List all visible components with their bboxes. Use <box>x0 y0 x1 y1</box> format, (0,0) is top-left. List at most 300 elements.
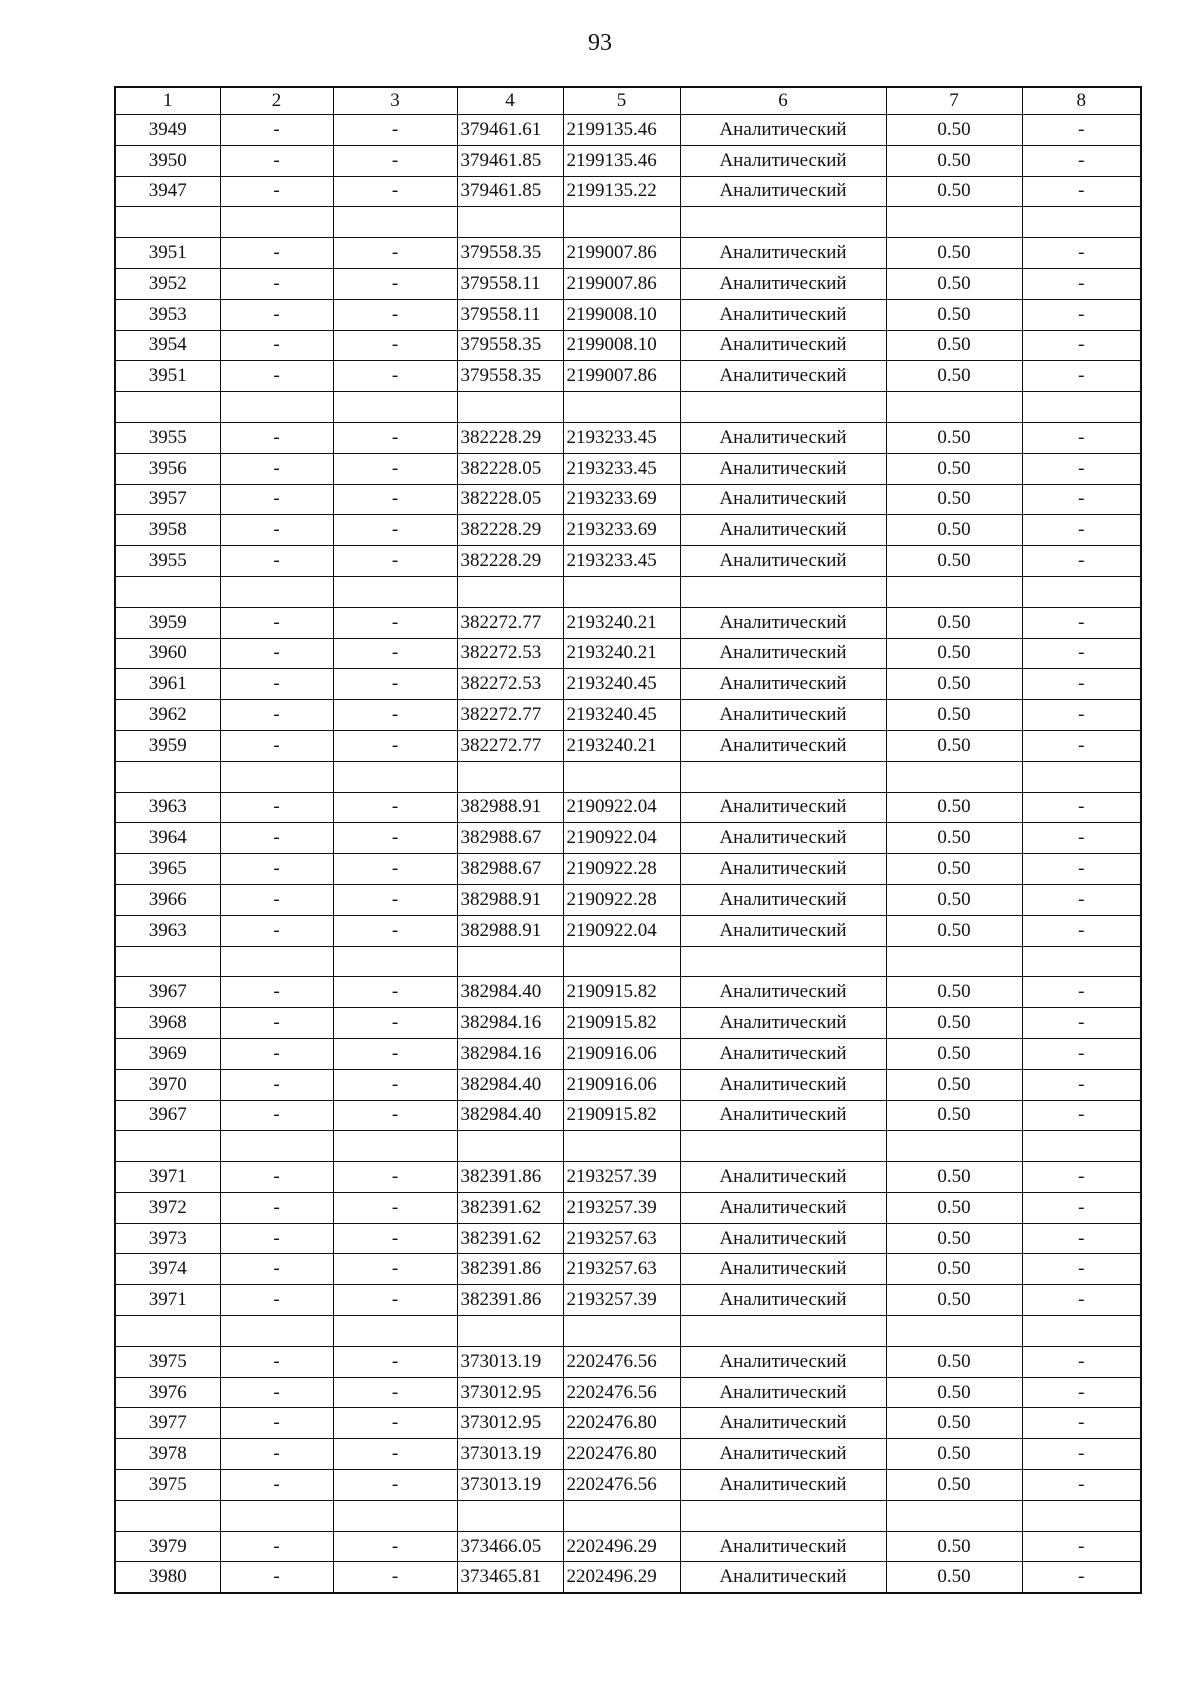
table-row <box>115 361 1141 392</box>
point-number-cell: 3962 <box>115 700 220 731</box>
table-row <box>115 823 1141 854</box>
col-8-cell: - <box>1022 1377 1141 1408</box>
method-cell <box>680 946 886 977</box>
point-number-cell: 3951 <box>115 361 220 392</box>
col-8-cell: - <box>1022 453 1141 484</box>
point-number-cell: 3955 <box>115 546 220 577</box>
col-2-cell: - <box>220 1008 333 1039</box>
y-coordinate-cell <box>563 1316 680 1347</box>
y-coordinate-cell: 2202476.56 <box>563 1470 680 1501</box>
method-cell: Аналитический <box>680 1408 886 1439</box>
y-coordinate-cell: 2190922.04 <box>563 823 680 854</box>
table-row <box>115 1408 1141 1439</box>
x-coordinate-cell: 382988.91 <box>457 915 563 946</box>
method-cell: Аналитический <box>680 515 886 546</box>
point-number-cell: 3951 <box>115 238 220 269</box>
y-coordinate-cell: 2202496.29 <box>563 1562 680 1593</box>
table-row <box>115 1285 1141 1316</box>
column-header-7: 7 <box>886 87 1022 115</box>
x-coordinate-cell: 379461.61 <box>457 115 563 146</box>
accuracy-cell <box>886 207 1022 238</box>
col-8-cell: - <box>1022 422 1141 453</box>
point-number-cell <box>115 1316 220 1347</box>
y-coordinate-cell: 2193233.69 <box>563 515 680 546</box>
col-3-cell: - <box>333 422 457 453</box>
accuracy-cell: 0.50 <box>886 1470 1022 1501</box>
y-coordinate-cell: 2190915.82 <box>563 1100 680 1131</box>
table-row <box>115 115 1141 146</box>
column-header-8: 8 <box>1022 87 1141 115</box>
separator-row <box>115 1316 1141 1347</box>
x-coordinate-cell: 379558.11 <box>457 299 563 330</box>
table-row <box>115 546 1141 577</box>
point-number-cell: 3980 <box>115 1562 220 1593</box>
method-cell: Аналитический <box>680 1439 886 1470</box>
col-8-cell: - <box>1022 145 1141 176</box>
accuracy-cell: 0.50 <box>886 1377 1022 1408</box>
method-cell: Аналитический <box>680 1346 886 1377</box>
point-number-cell <box>115 207 220 238</box>
y-coordinate-cell: 2193257.63 <box>563 1223 680 1254</box>
col-2-cell: - <box>220 361 333 392</box>
x-coordinate-cell: 379558.35 <box>457 238 563 269</box>
point-number-cell <box>115 1500 220 1531</box>
y-coordinate-cell: 2193257.39 <box>563 1192 680 1223</box>
point-number-cell: 3973 <box>115 1223 220 1254</box>
x-coordinate-cell: 379461.85 <box>457 145 563 176</box>
col-3-cell: - <box>333 361 457 392</box>
method-cell: Аналитический <box>680 1377 886 1408</box>
x-coordinate-cell <box>457 761 563 792</box>
table-row <box>115 1377 1141 1408</box>
x-coordinate-cell: 382272.77 <box>457 607 563 638</box>
x-coordinate-cell: 382984.40 <box>457 977 563 1008</box>
accuracy-cell: 0.50 <box>886 607 1022 638</box>
col-2-cell: - <box>220 1562 333 1593</box>
col-2-cell: - <box>220 1069 333 1100</box>
method-cell: Аналитический <box>680 238 886 269</box>
col-8-cell: - <box>1022 1346 1141 1377</box>
col-2-cell: - <box>220 638 333 669</box>
col-2-cell <box>220 1500 333 1531</box>
col-8-cell: - <box>1022 977 1141 1008</box>
method-cell: Аналитический <box>680 1192 886 1223</box>
point-number-cell: 3977 <box>115 1408 220 1439</box>
x-coordinate-cell <box>457 576 563 607</box>
col-8-cell <box>1022 1131 1141 1162</box>
col-3-cell: - <box>333 730 457 761</box>
col-2-cell: - <box>220 484 333 515</box>
col-3-cell: - <box>333 607 457 638</box>
col-2-cell: - <box>220 730 333 761</box>
col-3-cell: - <box>333 1285 457 1316</box>
accuracy-cell: 0.50 <box>886 1223 1022 1254</box>
y-coordinate-cell: 2193233.45 <box>563 453 680 484</box>
table-row <box>115 730 1141 761</box>
col-3-cell: - <box>333 915 457 946</box>
col-8-cell <box>1022 207 1141 238</box>
point-number-cell: 3961 <box>115 669 220 700</box>
col-3-cell: - <box>333 1038 457 1069</box>
method-cell <box>680 1316 886 1347</box>
col-2-cell: - <box>220 854 333 885</box>
table-row <box>115 638 1141 669</box>
col-3-cell: - <box>333 1100 457 1131</box>
table-row <box>115 515 1141 546</box>
col-3-cell: - <box>333 484 457 515</box>
accuracy-cell: 0.50 <box>886 176 1022 207</box>
table-row <box>115 268 1141 299</box>
x-coordinate-cell: 382228.29 <box>457 515 563 546</box>
x-coordinate-cell: 373465.81 <box>457 1562 563 1593</box>
x-coordinate-cell: 382984.40 <box>457 1100 563 1131</box>
method-cell: Аналитический <box>680 1008 886 1039</box>
col-8-cell: - <box>1022 1192 1141 1223</box>
col-3-cell: - <box>333 1439 457 1470</box>
method-cell: Аналитический <box>680 1223 886 1254</box>
point-number-cell: 3959 <box>115 607 220 638</box>
col-2-cell: - <box>220 145 333 176</box>
point-number-cell <box>115 761 220 792</box>
x-coordinate-cell: 373012.95 <box>457 1377 563 1408</box>
x-coordinate-cell: 382391.86 <box>457 1162 563 1193</box>
x-coordinate-cell: 382988.91 <box>457 792 563 823</box>
x-coordinate-cell: 382988.91 <box>457 884 563 915</box>
header-row <box>115 87 1141 115</box>
accuracy-cell: 0.50 <box>886 145 1022 176</box>
col-8-cell: - <box>1022 669 1141 700</box>
x-coordinate-cell: 382228.29 <box>457 546 563 577</box>
point-number-cell: 3953 <box>115 299 220 330</box>
method-cell: Аналитический <box>680 1285 886 1316</box>
x-coordinate-cell: 382988.67 <box>457 823 563 854</box>
method-cell: Аналитический <box>680 361 886 392</box>
y-coordinate-cell: 2199007.86 <box>563 268 680 299</box>
x-coordinate-cell: 373012.95 <box>457 1408 563 1439</box>
col-8-cell: - <box>1022 1285 1141 1316</box>
y-coordinate-cell: 2193257.63 <box>563 1254 680 1285</box>
x-coordinate-cell: 382984.16 <box>457 1008 563 1039</box>
method-cell: Аналитический <box>680 546 886 577</box>
table-row <box>115 176 1141 207</box>
x-coordinate-cell: 382984.16 <box>457 1038 563 1069</box>
method-cell: Аналитический <box>680 299 886 330</box>
table-row <box>115 884 1141 915</box>
method-cell: Аналитический <box>680 1562 886 1593</box>
method-cell: Аналитический <box>680 730 886 761</box>
method-cell: Аналитический <box>680 145 886 176</box>
accuracy-cell: 0.50 <box>886 515 1022 546</box>
col-3-cell <box>333 1500 457 1531</box>
x-coordinate-cell: 382272.53 <box>457 638 563 669</box>
col-3-cell <box>333 1316 457 1347</box>
col-8-cell <box>1022 392 1141 423</box>
table-header <box>115 87 1141 115</box>
table-row <box>115 1008 1141 1039</box>
col-8-cell: - <box>1022 115 1141 146</box>
y-coordinate-cell <box>563 946 680 977</box>
col-8-cell: - <box>1022 361 1141 392</box>
y-coordinate-cell: 2193233.45 <box>563 546 680 577</box>
point-number-cell: 3960 <box>115 638 220 669</box>
y-coordinate-cell: 2202476.56 <box>563 1377 680 1408</box>
col-3-cell: - <box>333 1162 457 1193</box>
accuracy-cell: 0.50 <box>886 115 1022 146</box>
col-8-cell <box>1022 1316 1141 1347</box>
col-3-cell: - <box>333 854 457 885</box>
x-coordinate-cell <box>457 1500 563 1531</box>
method-cell: Аналитический <box>680 268 886 299</box>
table-row <box>115 330 1141 361</box>
method-cell: Аналитический <box>680 422 886 453</box>
table-row <box>115 145 1141 176</box>
method-cell: Аналитический <box>680 977 886 1008</box>
y-coordinate-cell <box>563 1500 680 1531</box>
method-cell: Аналитический <box>680 607 886 638</box>
method-cell <box>680 576 886 607</box>
accuracy-cell <box>886 761 1022 792</box>
col-2-cell: - <box>220 1346 333 1377</box>
col-2-cell: - <box>220 1285 333 1316</box>
column-header-3: 3 <box>333 87 457 115</box>
table-row <box>115 1254 1141 1285</box>
col-8-cell: - <box>1022 1470 1141 1501</box>
col-3-cell: - <box>333 546 457 577</box>
page-number: 93 <box>588 30 612 56</box>
col-3-cell: - <box>333 1254 457 1285</box>
accuracy-cell <box>886 946 1022 977</box>
col-3-cell: - <box>333 115 457 146</box>
y-coordinate-cell <box>563 1131 680 1162</box>
accuracy-cell: 0.50 <box>886 792 1022 823</box>
column-header-6: 6 <box>680 87 886 115</box>
table-row <box>115 1531 1141 1562</box>
y-coordinate-cell: 2193240.21 <box>563 730 680 761</box>
method-cell: Аналитический <box>680 700 886 731</box>
accuracy-cell: 0.50 <box>886 730 1022 761</box>
x-coordinate-cell: 373466.05 <box>457 1531 563 1562</box>
col-3-cell <box>333 207 457 238</box>
col-3-cell: - <box>333 453 457 484</box>
x-coordinate-cell: 382988.67 <box>457 854 563 885</box>
col-3-cell: - <box>333 884 457 915</box>
col-2-cell: - <box>220 1192 333 1223</box>
accuracy-cell: 0.50 <box>886 977 1022 1008</box>
col-8-cell: - <box>1022 915 1141 946</box>
column-header-5: 5 <box>563 87 680 115</box>
x-coordinate-cell: 379558.35 <box>457 361 563 392</box>
col-3-cell: - <box>333 176 457 207</box>
col-3-cell: - <box>333 299 457 330</box>
method-cell: Аналитический <box>680 115 886 146</box>
col-2-cell: - <box>220 1470 333 1501</box>
col-8-cell <box>1022 576 1141 607</box>
col-2-cell: - <box>220 453 333 484</box>
y-coordinate-cell <box>563 207 680 238</box>
col-2-cell <box>220 207 333 238</box>
col-3-cell: - <box>333 268 457 299</box>
accuracy-cell: 0.50 <box>886 1162 1022 1193</box>
y-coordinate-cell: 2190922.04 <box>563 915 680 946</box>
method-cell: Аналитический <box>680 1470 886 1501</box>
col-8-cell: - <box>1022 515 1141 546</box>
col-2-cell <box>220 761 333 792</box>
col-8-cell: - <box>1022 1038 1141 1069</box>
x-coordinate-cell: 373013.19 <box>457 1470 563 1501</box>
accuracy-cell: 0.50 <box>886 546 1022 577</box>
table-row <box>115 1038 1141 1069</box>
point-number-cell: 3968 <box>115 1008 220 1039</box>
accuracy-cell: 0.50 <box>886 1100 1022 1131</box>
point-number-cell: 3967 <box>115 1100 220 1131</box>
col-3-cell <box>333 392 457 423</box>
accuracy-cell: 0.50 <box>886 1069 1022 1100</box>
method-cell: Аналитический <box>680 1069 886 1100</box>
col-3-cell: - <box>333 1069 457 1100</box>
col-8-cell: - <box>1022 1254 1141 1285</box>
col-2-cell: - <box>220 977 333 1008</box>
table-row <box>115 1192 1141 1223</box>
point-number-cell: 3971 <box>115 1162 220 1193</box>
col-8-cell: - <box>1022 1008 1141 1039</box>
y-coordinate-cell: 2193240.45 <box>563 700 680 731</box>
y-coordinate-cell: 2199007.86 <box>563 238 680 269</box>
point-number-cell: 3963 <box>115 792 220 823</box>
col-2-cell: - <box>220 546 333 577</box>
col-2-cell: - <box>220 1162 333 1193</box>
method-cell: Аналитический <box>680 453 886 484</box>
table-row <box>115 1223 1141 1254</box>
y-coordinate-cell: 2190916.06 <box>563 1069 680 1100</box>
col-3-cell: - <box>333 700 457 731</box>
accuracy-cell: 0.50 <box>886 854 1022 885</box>
point-number-cell: 3976 <box>115 1377 220 1408</box>
col-3-cell <box>333 761 457 792</box>
col-3-cell: - <box>333 1192 457 1223</box>
col-3-cell: - <box>333 638 457 669</box>
table-row <box>115 792 1141 823</box>
col-2-cell: - <box>220 823 333 854</box>
accuracy-cell: 0.50 <box>886 1531 1022 1562</box>
x-coordinate-cell: 382228.29 <box>457 422 563 453</box>
col-8-cell: - <box>1022 176 1141 207</box>
col-2-cell: - <box>220 1254 333 1285</box>
table-body <box>115 115 1141 1594</box>
accuracy-cell: 0.50 <box>886 268 1022 299</box>
method-cell: Аналитический <box>680 1038 886 1069</box>
x-coordinate-cell: 379558.35 <box>457 330 563 361</box>
point-number-cell: 3956 <box>115 453 220 484</box>
point-number-cell: 3971 <box>115 1285 220 1316</box>
col-3-cell: - <box>333 1531 457 1562</box>
col-3-cell <box>333 576 457 607</box>
col-8-cell: - <box>1022 546 1141 577</box>
y-coordinate-cell: 2199135.46 <box>563 115 680 146</box>
point-number-cell: 3947 <box>115 176 220 207</box>
col-8-cell <box>1022 761 1141 792</box>
col-8-cell <box>1022 946 1141 977</box>
x-coordinate-cell: 373013.19 <box>457 1346 563 1377</box>
col-2-cell: - <box>220 515 333 546</box>
col-3-cell: - <box>333 1377 457 1408</box>
table-row <box>115 977 1141 1008</box>
col-3-cell: - <box>333 1008 457 1039</box>
col-3-cell: - <box>333 977 457 1008</box>
method-cell: Аналитический <box>680 1254 886 1285</box>
table-row <box>115 1562 1141 1593</box>
point-number-cell: 3966 <box>115 884 220 915</box>
col-2-cell: - <box>220 422 333 453</box>
separator-row <box>115 946 1141 977</box>
table-row <box>115 238 1141 269</box>
col-3-cell <box>333 946 457 977</box>
table-row <box>115 1439 1141 1470</box>
y-coordinate-cell: 2193240.21 <box>563 607 680 638</box>
accuracy-cell: 0.50 <box>886 638 1022 669</box>
col-2-cell: - <box>220 884 333 915</box>
separator-row <box>115 207 1141 238</box>
y-coordinate-cell: 2190922.28 <box>563 884 680 915</box>
x-coordinate-cell: 382228.05 <box>457 484 563 515</box>
col-8-cell: - <box>1022 792 1141 823</box>
y-coordinate-cell: 2202496.29 <box>563 1531 680 1562</box>
table-row <box>115 915 1141 946</box>
col-2-cell: - <box>220 915 333 946</box>
col-8-cell: - <box>1022 884 1141 915</box>
col-8-cell: - <box>1022 330 1141 361</box>
accuracy-cell: 0.50 <box>886 823 1022 854</box>
method-cell: Аналитический <box>680 638 886 669</box>
col-2-cell: - <box>220 1408 333 1439</box>
y-coordinate-cell: 2193257.39 <box>563 1285 680 1316</box>
point-number-cell: 3975 <box>115 1346 220 1377</box>
y-coordinate-cell: 2193233.69 <box>563 484 680 515</box>
point-number-cell: 3949 <box>115 115 220 146</box>
method-cell: Аналитический <box>680 1531 886 1562</box>
point-number-cell <box>115 576 220 607</box>
table-row <box>115 669 1141 700</box>
x-coordinate-cell <box>457 207 563 238</box>
col-3-cell: - <box>333 1470 457 1501</box>
y-coordinate-cell: 2199007.86 <box>563 361 680 392</box>
accuracy-cell: 0.50 <box>886 1285 1022 1316</box>
method-cell <box>680 1500 886 1531</box>
accuracy-cell: 0.50 <box>886 884 1022 915</box>
y-coordinate-cell: 2190916.06 <box>563 1038 680 1069</box>
col-8-cell: - <box>1022 238 1141 269</box>
table-row <box>115 299 1141 330</box>
accuracy-cell: 0.50 <box>886 361 1022 392</box>
method-cell: Аналитический <box>680 1162 886 1193</box>
method-cell <box>680 392 886 423</box>
y-coordinate-cell: 2199008.10 <box>563 330 680 361</box>
col-3-cell: - <box>333 515 457 546</box>
col-2-cell: - <box>220 607 333 638</box>
col-8-cell: - <box>1022 1562 1141 1593</box>
separator-row <box>115 576 1141 607</box>
point-number-cell: 3969 <box>115 1038 220 1069</box>
accuracy-cell: 0.50 <box>886 1038 1022 1069</box>
col-3-cell: - <box>333 1223 457 1254</box>
point-number-cell: 3974 <box>115 1254 220 1285</box>
point-number-cell: 3957 <box>115 484 220 515</box>
x-coordinate-cell: 379461.85 <box>457 176 563 207</box>
col-8-cell: - <box>1022 1100 1141 1131</box>
col-8-cell: - <box>1022 1439 1141 1470</box>
col-2-cell: - <box>220 1531 333 1562</box>
table-row <box>115 607 1141 638</box>
x-coordinate-cell: 379558.11 <box>457 268 563 299</box>
